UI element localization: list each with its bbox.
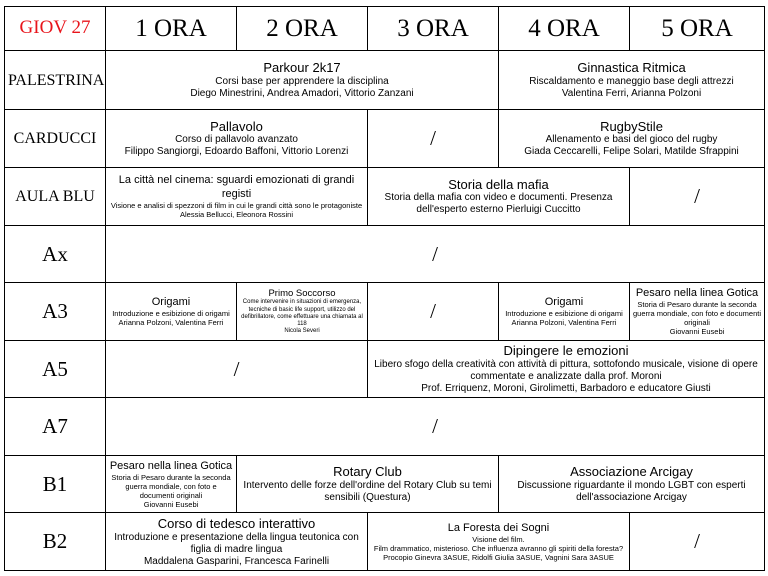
activity-title: Storia della mafia: [448, 176, 549, 192]
hour-5-header: 5 ORA: [630, 7, 765, 51]
hour-1-header: 1 ORA: [106, 7, 237, 51]
activity-description: Corsi base per apprendere la disciplina: [215, 75, 389, 87]
activity-title: Parkour 2k17: [263, 60, 341, 76]
row-a3: [5, 283, 765, 341]
activity-people: Procopio Ginevra 3ASUE, Ridolfi Giulia 3ASUE, Vagnini Sara 3ASUE: [383, 552, 614, 562]
empty-slot: /: [106, 340, 368, 398]
activity-title: Primo Soccorso: [268, 288, 336, 299]
day-label: GIOV 27: [5, 7, 106, 51]
activity-people: Giada Ceccarelli, Felipe Solari, Matilde Sfrappini: [524, 146, 739, 158]
activity-cell: [368, 340, 765, 398]
activity-cell: [499, 51, 765, 110]
activity-people: Alessia Bellucci, Eleonora Rossini: [180, 209, 293, 219]
row-ax: [5, 225, 765, 283]
header-row: [5, 7, 765, 51]
activity-title: Origami: [544, 296, 584, 309]
activity-description: Intervento delle forze dell'ordine del Rotary Club su temi sensibili (Questura): [243, 479, 492, 503]
activity-cell: [237, 283, 368, 341]
activity-description: Storia di Pesaro durante la seconda guerra mondiale, con foto e documenti originali: [111, 472, 231, 500]
row-b2: [5, 513, 765, 571]
activity-cell: [106, 109, 368, 168]
activity-description: Introduzione e esibizione di origami: [505, 309, 623, 319]
room-label: A3: [5, 283, 106, 341]
activity-title: La Foresta dei Sogni: [447, 521, 550, 534]
row-palestrina: [5, 51, 765, 110]
row-carducci: [5, 109, 765, 168]
hour-2-header: 2 ORA: [237, 7, 368, 51]
activity-description: Storia della mafia con video e documenti. Presenza dell'esperto esterno Pierluigi Cuccitto: [384, 192, 613, 216]
empty-slot: /: [368, 283, 499, 341]
room-label: CARDUCCI: [5, 109, 106, 168]
activity-description: Allenamento e basi del gioco del rugby: [545, 134, 718, 146]
activity-description: Introduzione e esibizione di origami: [112, 309, 230, 319]
activity-cell: [499, 283, 630, 341]
empty-slot: /: [368, 109, 499, 168]
room-label: PALESTRINA: [5, 51, 106, 110]
activity-people: Giovanni Eusebi: [669, 327, 725, 337]
activity-people: Giovanni Eusebi: [143, 499, 199, 509]
activity-cell: [106, 168, 368, 226]
activity-description: Corso di pallavolo avanzato: [175, 134, 298, 146]
activity-title: Associazione Arcigay: [570, 464, 693, 480]
room-label: Ax: [5, 225, 106, 283]
row-aula-blu: [5, 168, 765, 226]
activity-cell: [106, 283, 237, 341]
activity-people: Prof. Erriquenz, Moroni, Girolimetti, Barbadoro e educatore Giusti: [421, 382, 711, 394]
activity-people: Maddalena Gasparini, Francesca Farinelli: [143, 555, 330, 567]
activity-title: Ginnastica Ritmica: [577, 60, 686, 76]
activity-title: Dipingere le emozioni: [503, 343, 629, 359]
room-label: AULA BLU: [5, 168, 106, 226]
activity-cell: [368, 168, 630, 226]
activity-title: Pallavolo: [210, 118, 263, 134]
activity-description: Introduzione e presentazione della lingua teutonica con figlia di madre lingua: [114, 531, 359, 555]
activity-title: Pesaro nella linea Gotica: [109, 459, 233, 472]
activity-title: RugbyStile: [600, 118, 663, 134]
activity-cell: [368, 513, 630, 571]
room-label: B2: [5, 513, 106, 571]
activity-cell: [106, 455, 237, 513]
activity-description: Libero sfogo della creatività con attività di pittura, sottofondo musicale, visione di opere commentate e analizzate dalla prof. Moroni: [374, 358, 758, 382]
activity-title: La città nel cinema: sguardi emozionati di grandi registi: [118, 174, 355, 200]
activity-cell: [630, 283, 765, 341]
activity-cell: [499, 109, 765, 168]
activity-people: Arianna Polzoni, Valentina Ferri: [511, 318, 617, 328]
empty-slot: /: [106, 398, 765, 456]
room-label: A7: [5, 398, 106, 456]
activity-people: Arianna Polzoni, Valentina Ferri: [118, 318, 224, 328]
activity-title: Rotary Club: [333, 464, 402, 480]
hour-3-header: 3 ORA: [368, 7, 499, 51]
activity-description: Film drammatico, misterioso. Che influenza avranno gli spiriti della foresta?: [373, 543, 624, 553]
room-label: B1: [5, 455, 106, 513]
row-a7: [5, 398, 765, 456]
activity-title: Origami: [151, 296, 191, 309]
empty-slot: /: [106, 225, 765, 283]
room-label: A5: [5, 340, 106, 398]
row-b1: [5, 455, 765, 513]
activity-cell: [499, 455, 765, 513]
activity-description: Come intervenire in situazioni di emergenza, tecniche di basic life support, utilizzo del defibrillatore, come effettuare una chiamata al 118: [241, 299, 363, 327]
activity-people: Valentina Ferri, Arianna Polzoni: [561, 87, 702, 99]
activity-description: Storia di Pesaro durante la seconda guerra mondiale, con foto e documenti originali: [633, 300, 761, 328]
hour-4-header: 4 ORA: [499, 7, 630, 51]
activity-cell: [106, 513, 368, 571]
activity-cell: [237, 455, 499, 513]
activity-title: Corso di tedesco interattivo: [157, 515, 316, 531]
activity-description: Visione del film.: [472, 534, 525, 544]
empty-slot: /: [630, 513, 765, 571]
row-a5: [5, 340, 765, 398]
activity-cell: [106, 51, 499, 110]
activity-description: Riscaldamento e maneggio base degli attrezzi: [529, 75, 734, 87]
activity-description: Discussione riguardante il mondo LGBT con esperti dell'associazione Arcigay: [517, 479, 746, 503]
activity-people: Filippo Sangiorgi, Edoardo Baffoni, Vittorio Lorenzi: [124, 146, 349, 158]
activity-description: Visione e analisi di spezzoni di film in cui le grandi città sono le protagoniste: [110, 200, 363, 210]
empty-slot: /: [630, 168, 765, 226]
activity-title: Pesaro nella linea Gotica: [635, 287, 759, 300]
activity-people: Nicola Severi: [284, 328, 320, 335]
schedule-table: [4, 6, 765, 571]
activity-people: Diego Minestrini, Andrea Amadori, Vittorio Zanzani: [190, 87, 414, 99]
